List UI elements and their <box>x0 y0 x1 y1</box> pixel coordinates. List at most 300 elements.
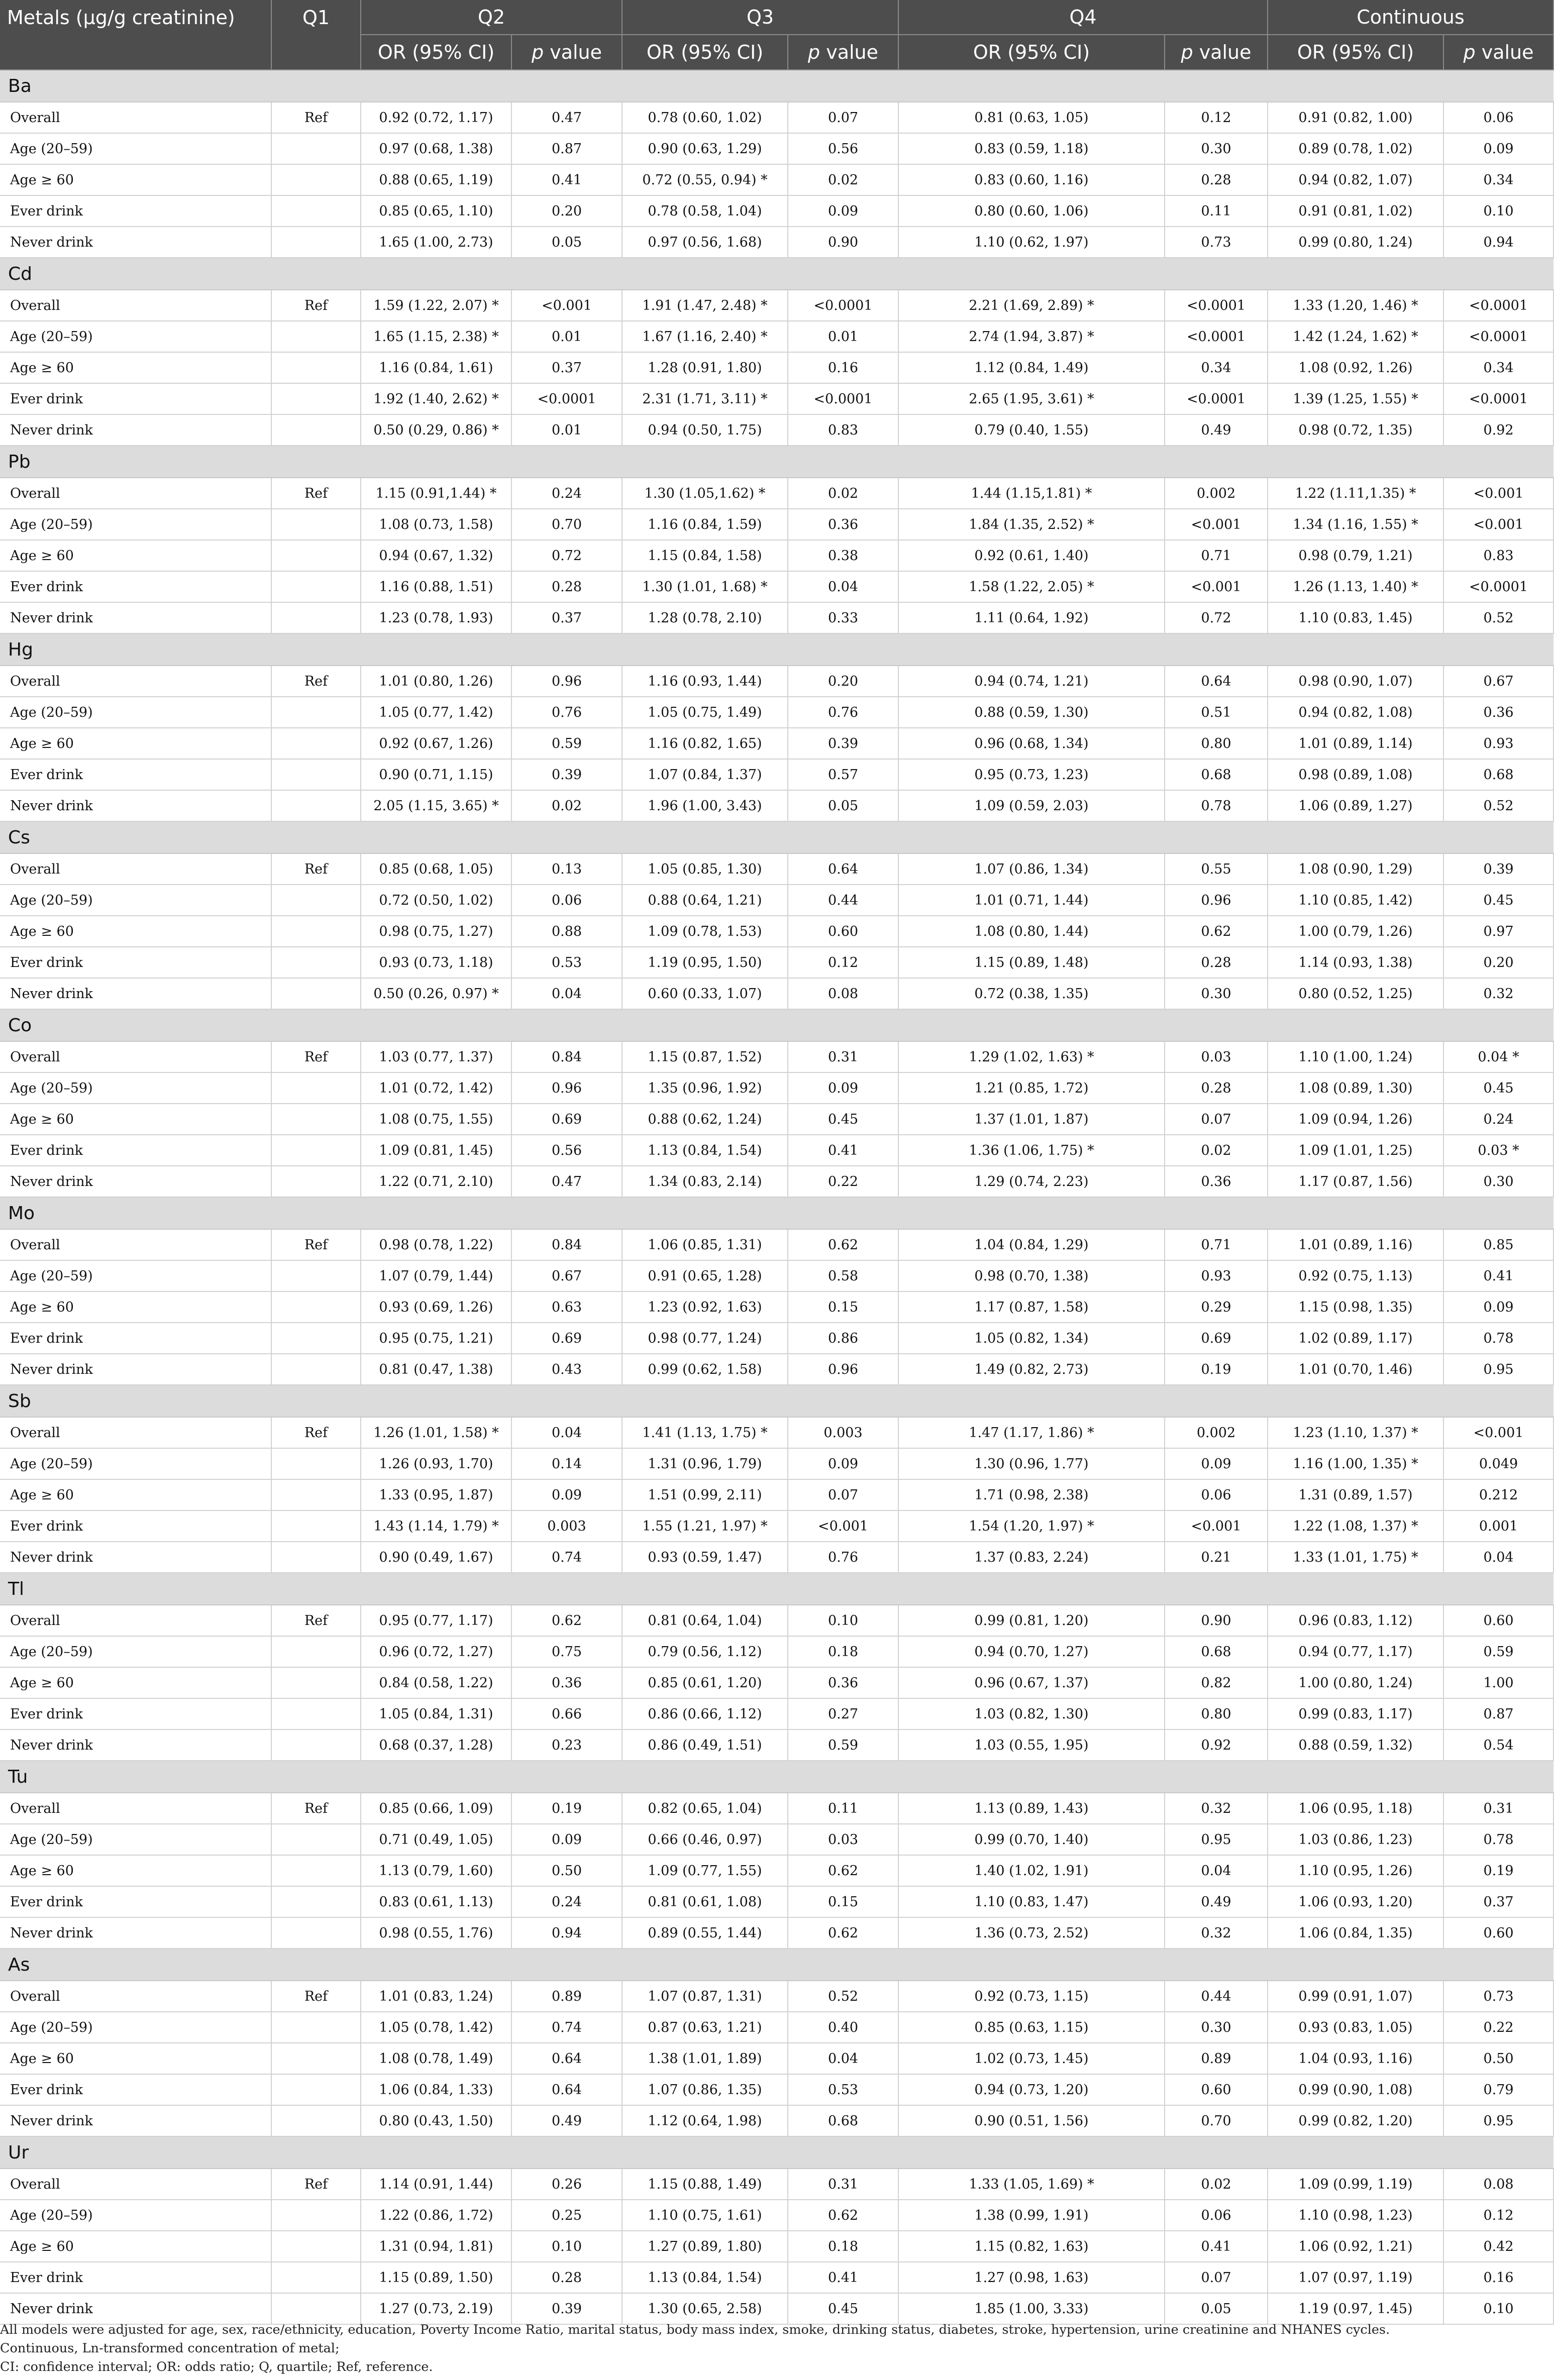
table-cell: 1.34 (0.83, 2.14) <box>622 1166 788 1197</box>
table-cell: 1.08 (0.73, 1.58) <box>361 509 511 540</box>
table-cell: 1.09 (1.01, 1.25) <box>1268 1135 1443 1166</box>
row-label: Never drink <box>0 414 271 446</box>
table-cell: 0.01 <box>511 414 622 446</box>
table-cell: 0.26 <box>511 2169 622 2200</box>
table-cell: 0.63 <box>511 1291 622 1323</box>
row-label: Ever drink <box>0 1698 271 1729</box>
table-cell: 0.92 (0.61, 1.40) <box>898 540 1165 571</box>
header-or: OR (95% CI) <box>361 35 511 70</box>
table-row <box>0 540 1553 571</box>
table-cell: 0.02 <box>788 164 898 195</box>
table-cell: 0.55 <box>1165 853 1268 885</box>
table-cell: 1.47 (1.17, 1.86) * <box>898 1417 1165 1448</box>
table-cell: 1.16 (0.93, 1.44) <box>622 666 788 697</box>
table-cell: 1.06 (0.89, 1.27) <box>1268 790 1443 821</box>
row-label: Age ≥ 60 <box>0 916 271 947</box>
table-cell: 1.09 (0.59, 2.03) <box>898 790 1165 821</box>
table-cell: 0.06 <box>1443 102 1553 133</box>
table-row <box>0 697 1553 728</box>
table-cell: 0.98 (0.79, 1.21) <box>1268 540 1443 571</box>
table-cell: 1.00 (0.79, 1.26) <box>1268 916 1443 947</box>
table-row <box>0 1072 1553 1104</box>
table-cell: 0.58 <box>788 1260 898 1291</box>
table-row <box>0 2043 1553 2074</box>
row-label: Ever drink <box>0 1323 271 1354</box>
table-cell: 0.79 <box>1443 2074 1553 2105</box>
table-cell: 1.28 (0.78, 2.10) <box>622 602 788 633</box>
table-header <box>0 0 1553 70</box>
table-cell: 0.21 <box>1165 1542 1268 1573</box>
table-cell: 0.78 (0.58, 1.04) <box>622 195 788 227</box>
table-cell: 0.98 (0.72, 1.35) <box>1268 414 1443 446</box>
table-cell: 0.79 (0.40, 1.55) <box>898 414 1165 446</box>
table-row <box>0 2074 1553 2105</box>
table-cell: 0.97 <box>1443 916 1553 947</box>
table-cell: 1.17 (0.87, 1.56) <box>1268 1166 1443 1197</box>
table-cell: 1.33 (1.20, 1.46) * <box>1268 290 1443 321</box>
table-cell: 0.19 <box>1165 1354 1268 1385</box>
table-cell: 0.09 <box>511 1824 622 1855</box>
table-cell <box>271 1135 361 1166</box>
metal-group-row <box>0 1197 1553 1229</box>
table-cell: 1.35 (0.96, 1.92) <box>622 1072 788 1104</box>
table-cell <box>271 759 361 790</box>
table-cell: 0.49 <box>1165 1886 1268 1917</box>
table-cell <box>271 1636 361 1667</box>
table-cell: 0.45 <box>788 2293 898 2324</box>
table-cell: 0.60 <box>788 916 898 947</box>
table-cell <box>271 1072 361 1104</box>
table-cell: 0.56 <box>511 1135 622 1166</box>
table-row <box>0 1605 1553 1636</box>
table-cell: 0.80 (0.52, 1.25) <box>1268 978 1443 1009</box>
table-cell: 0.50 <box>1443 2043 1553 2074</box>
header-q1: Q1 <box>271 0 361 35</box>
table-cell: 0.39 <box>788 728 898 759</box>
table-cell: 0.99 (0.90, 1.08) <box>1268 2074 1443 2105</box>
table-cell: 0.68 <box>788 2105 898 2136</box>
table-cell: 0.25 <box>511 2200 622 2231</box>
table-cell: 1.36 (1.06, 1.75) * <box>898 1135 1165 1166</box>
table-cell: 0.67 <box>1443 666 1553 697</box>
table-row <box>0 666 1553 697</box>
footnote-line: CI: confidence interval; OR: odds ratio; Q, quartile; Ref, reference. <box>0 2359 433 2374</box>
table-cell: 0.02 <box>788 478 898 509</box>
table-cell: 0.98 (0.90, 1.07) <box>1268 666 1443 697</box>
table-cell: 0.23 <box>511 1729 622 1761</box>
table-cell: 0.87 <box>1443 1698 1553 1729</box>
table-cell: 1.29 (0.74, 2.23) <box>898 1166 1165 1197</box>
table-cell: <0.001 <box>1443 509 1553 540</box>
table-cell: 0.34 <box>1443 164 1553 195</box>
table-cell: 0.24 <box>511 478 622 509</box>
table-cell: 1.31 (0.89, 1.57) <box>1268 1479 1443 1510</box>
row-label: Age (20–59) <box>0 509 271 540</box>
table-cell: 0.47 <box>511 102 622 133</box>
table-row <box>0 1729 1553 1761</box>
table-cell: <0.0001 <box>1443 290 1553 321</box>
table-cell: 1.65 (1.00, 2.73) <box>361 227 511 258</box>
table-cell: Ref <box>271 666 361 697</box>
table-cell: 0.76 <box>511 697 622 728</box>
row-label: Never drink <box>0 978 271 1009</box>
table-cell: 1.04 (0.93, 1.16) <box>1268 2043 1443 2074</box>
table-cell: 1.08 (0.90, 1.29) <box>1268 853 1443 885</box>
table-cell: 1.27 (0.98, 1.63) <box>898 2262 1165 2293</box>
table-cell: 1.96 (1.00, 3.43) <box>622 790 788 821</box>
metal-group-label: Pb <box>0 446 1553 478</box>
table-cell: 0.28 <box>511 2262 622 2293</box>
table-cell: 0.88 (0.64, 1.21) <box>622 885 788 916</box>
table-cell: 0.002 <box>1165 478 1268 509</box>
table-cell: 0.84 (0.58, 1.22) <box>361 1667 511 1698</box>
table-cell: 0.31 <box>788 1041 898 1072</box>
table-cell: 0.12 <box>1443 2200 1553 2231</box>
table-cell: 0.19 <box>511 1793 622 1824</box>
row-label: Never drink <box>0 1542 271 1573</box>
row-label: Age (20–59) <box>0 321 271 352</box>
table-cell: 0.95 (0.73, 1.23) <box>898 759 1165 790</box>
table-cell: 1.03 (0.86, 1.23) <box>1268 1824 1443 1855</box>
row-label: Age ≥ 60 <box>0 164 271 195</box>
table-cell: 1.22 (0.86, 1.72) <box>361 2200 511 2231</box>
metal-group-row <box>0 2136 1553 2169</box>
table-cell: 0.20 <box>511 195 622 227</box>
table-cell: 1.10 (0.75, 1.61) <box>622 2200 788 2231</box>
metal-group-row <box>0 821 1553 853</box>
table-cell: 0.89 <box>511 1981 622 2012</box>
row-label: Age ≥ 60 <box>0 2043 271 2074</box>
table-cell: 0.09 <box>1443 133 1553 164</box>
table-cell: <0.001 <box>1165 509 1268 540</box>
table-cell: 0.06 <box>1165 2200 1268 2231</box>
table-cell: <0.0001 <box>1165 383 1268 414</box>
row-label: Overall <box>0 478 271 509</box>
table-cell: 0.09 <box>1165 1448 1268 1479</box>
table-cell: 0.96 <box>511 666 622 697</box>
table-cell: 0.87 (0.63, 1.21) <box>622 2012 788 2043</box>
table-cell: 1.26 (1.13, 1.40) * <box>1268 571 1443 602</box>
table-cell: 0.31 <box>1443 1793 1553 1824</box>
table-cell: 0.27 <box>788 1698 898 1729</box>
table-cell: 0.45 <box>788 1104 898 1135</box>
table-cell: 1.05 (0.84, 1.31) <box>361 1698 511 1729</box>
table-cell: 0.72 <box>511 540 622 571</box>
table-cell: Ref <box>271 478 361 509</box>
table-cell: 1.04 (0.84, 1.29) <box>898 1229 1165 1260</box>
table-cell: 0.99 (0.82, 1.20) <box>1268 2105 1443 2136</box>
table-cell: 1.16 (1.00, 1.35) * <box>1268 1448 1443 1479</box>
table-cell: 1.34 (1.16, 1.55) * <box>1268 509 1443 540</box>
table-cell: <0.0001 <box>1443 321 1553 352</box>
table-row <box>0 1041 1553 1072</box>
table-cell: 0.02 <box>511 790 622 821</box>
table-cell: 0.92 <box>1443 414 1553 446</box>
table-cell: 0.22 <box>788 1166 898 1197</box>
table-row <box>0 1417 1553 1448</box>
table-cell: 1.08 (0.78, 1.49) <box>361 2043 511 2074</box>
table-cell: 0.72 (0.55, 0.94) * <box>622 164 788 195</box>
table-cell: 0.09 <box>511 1479 622 1510</box>
table-cell: 0.68 (0.37, 1.28) <box>361 1729 511 1761</box>
table-cell: 0.93 (0.73, 1.18) <box>361 947 511 978</box>
table-cell: 0.41 <box>788 1135 898 1166</box>
table-cell: 1.01 (0.70, 1.46) <box>1268 1354 1443 1385</box>
table-cell: 0.96 <box>788 1354 898 1385</box>
table-cell: 0.05 <box>1165 2293 1268 2324</box>
table-cell: 0.38 <box>788 540 898 571</box>
table-cell <box>271 1448 361 1479</box>
table-cell: 1.26 (0.93, 1.70) <box>361 1448 511 1479</box>
table-cell: 0.20 <box>1443 947 1553 978</box>
table-cell: 0.49 <box>511 2105 622 2136</box>
table-cell: 0.84 <box>511 1229 622 1260</box>
table-cell: 0.16 <box>788 352 898 383</box>
row-label: Age ≥ 60 <box>0 728 271 759</box>
table-cell: Ref <box>271 1605 361 1636</box>
table-cell: 0.83 (0.59, 1.18) <box>898 133 1165 164</box>
row-label: Overall <box>0 1981 271 2012</box>
table-cell: 0.44 <box>1165 1981 1268 2012</box>
table-cell: 0.64 <box>1165 666 1268 697</box>
table-cell: 0.89 (0.55, 1.44) <box>622 1917 788 1949</box>
table-cell: 0.94 (0.73, 1.20) <box>898 2074 1165 2105</box>
table-cell: 0.03 <box>1165 1041 1268 1072</box>
table-cell: 0.32 <box>1443 978 1553 1009</box>
table-cell: 0.80 <box>1165 728 1268 759</box>
table-cell: <0.0001 <box>511 383 622 414</box>
table-cell: 0.69 <box>1165 1323 1268 1354</box>
table-cell <box>271 1291 361 1323</box>
table-cell: 1.08 (0.75, 1.55) <box>361 1104 511 1135</box>
table-cell: 1.01 (0.89, 1.16) <box>1268 1229 1443 1260</box>
header-q2: Q2 <box>361 0 622 35</box>
table-cell: 1.37 (1.01, 1.87) <box>898 1104 1165 1135</box>
table-row <box>0 1824 1553 1855</box>
table-cell: 1.36 (0.73, 2.52) <box>898 1917 1165 1949</box>
table-cell: <0.001 <box>511 290 622 321</box>
table-cell <box>271 1260 361 1291</box>
table-cell: 0.36 <box>511 1667 622 1698</box>
table-row <box>0 1636 1553 1667</box>
table-cell: 0.90 (0.71, 1.15) <box>361 759 511 790</box>
table-cell: <0.001 <box>1443 478 1553 509</box>
table-row <box>0 195 1553 227</box>
header-q1-sub <box>271 35 361 70</box>
table-cell: 0.43 <box>511 1354 622 1385</box>
table-cell: 0.39 <box>511 759 622 790</box>
table-cell: 1.08 (0.92, 1.26) <box>1268 352 1443 383</box>
table-cell: 0.45 <box>1443 885 1553 916</box>
metal-group-label: Tu <box>0 1761 1553 1793</box>
table-cell: 0.06 <box>1165 1479 1268 1510</box>
table-cell: 1.19 (0.97, 1.45) <box>1268 2293 1443 2324</box>
table-cell: 0.64 <box>511 2043 622 2074</box>
table-cell: 0.54 <box>1443 1729 1553 1761</box>
table-cell: 1.14 (0.93, 1.38) <box>1268 947 1443 978</box>
table-cell: 0.51 <box>1165 697 1268 728</box>
table-cell: 0.98 (0.89, 1.08) <box>1268 759 1443 790</box>
table-cell: 1.05 (0.78, 1.42) <box>361 2012 511 2043</box>
table-cell <box>271 885 361 916</box>
table-cell <box>271 133 361 164</box>
footnote-line: All models were adjusted for age, sex, race/ethnicity, education, Poverty Income Ratio, marital status, body mass index, smoke, drinking status, diabetes, stroke, hypertension, urine creatinine and NHANES cycles. Continuous, Ln-transformed concentration of metal; <box>0 2322 1390 2356</box>
table-cell <box>271 2231 361 2262</box>
table-cell: 0.12 <box>788 947 898 978</box>
table-cell <box>271 1824 361 1855</box>
table-cell: 1.15 (0.98, 1.35) <box>1268 1291 1443 1323</box>
table-cell: 0.40 <box>788 2012 898 2043</box>
table-row <box>0 2169 1553 2200</box>
row-label: Ever drink <box>0 571 271 602</box>
table-cell: 0.83 (0.60, 1.16) <box>898 164 1165 195</box>
table-cell: 0.04 <box>788 571 898 602</box>
table-row <box>0 1981 1553 2012</box>
table-row <box>0 2012 1553 2043</box>
table-cell: 1.02 (0.73, 1.45) <box>898 2043 1165 2074</box>
table-cell: 0.74 <box>511 1542 622 1573</box>
table-cell: 1.07 (0.87, 1.31) <box>622 1981 788 2012</box>
table-row <box>0 1510 1553 1542</box>
table-cell: 0.24 <box>1443 1104 1553 1135</box>
table-cell: 0.94 (0.70, 1.27) <box>898 1636 1165 1667</box>
table-cell: 0.88 (0.59, 1.32) <box>1268 1729 1443 1761</box>
table-cell: 0.81 (0.47, 1.38) <box>361 1354 511 1385</box>
table-cell: 0.52 <box>1443 602 1553 633</box>
table-cell <box>271 1542 361 1573</box>
table-cell: 0.89 (0.78, 1.02) <box>1268 133 1443 164</box>
table-cell <box>271 2105 361 2136</box>
metal-group-row <box>0 1009 1553 1041</box>
table-cell: 1.51 (0.99, 2.11) <box>622 1479 788 1510</box>
table-cell: 0.85 (0.61, 1.20) <box>622 1667 788 1698</box>
table-cell: 0.11 <box>788 1793 898 1824</box>
table-cell: 0.02 <box>1165 1135 1268 1166</box>
table-cell: 0.03 * <box>1443 1135 1553 1166</box>
table-cell: 0.04 <box>1443 1542 1553 1573</box>
table-cell: 0.41 <box>788 2262 898 2293</box>
table-cell: 0.72 <box>1165 602 1268 633</box>
table-row <box>0 1260 1553 1291</box>
table-cell: 1.09 (0.81, 1.45) <box>361 1135 511 1166</box>
table-cell: 0.67 <box>511 1260 622 1291</box>
table-cell: <0.0001 <box>1165 290 1268 321</box>
table-cell: 0.50 (0.29, 0.86) * <box>361 414 511 446</box>
header-metals-sub <box>0 35 271 70</box>
row-label: Overall <box>0 1417 271 1448</box>
table-cell: 0.92 <box>1165 1729 1268 1761</box>
row-label: Age (20–59) <box>0 697 271 728</box>
table-cell: 0.32 <box>1165 1917 1268 1949</box>
table-cell: 1.06 (0.92, 1.21) <box>1268 2231 1443 2262</box>
row-label: Overall <box>0 1229 271 1260</box>
row-label: Age (20–59) <box>0 1636 271 1667</box>
table-cell: 1.09 (0.99, 1.19) <box>1268 2169 1443 2200</box>
row-label: Age ≥ 60 <box>0 540 271 571</box>
row-label: Overall <box>0 1793 271 1824</box>
table-cell: 1.07 (0.79, 1.44) <box>361 1260 511 1291</box>
table-row <box>0 102 1553 133</box>
table-cell: 0.68 <box>1165 759 1268 790</box>
table-cell: 1.03 (0.77, 1.37) <box>361 1041 511 1072</box>
row-label: Age (20–59) <box>0 2200 271 2231</box>
table-cell: 0.50 <box>511 1855 622 1886</box>
metal-group-row <box>0 258 1553 290</box>
table-cell: 0.72 (0.38, 1.35) <box>898 978 1165 1009</box>
table-cell: 1.14 (0.91, 1.44) <box>361 2169 511 2200</box>
header-or: OR (95% CI) <box>622 35 788 70</box>
header-p-value: p value <box>788 35 898 70</box>
table-row <box>0 790 1553 821</box>
table-cell: 0.83 (0.61, 1.13) <box>361 1886 511 1917</box>
table-cell: 0.16 <box>1443 2262 1553 2293</box>
table-cell: 1.65 (1.15, 2.38) * <box>361 321 511 352</box>
table-row <box>0 759 1553 790</box>
table-cell: 0.79 (0.56, 1.12) <box>622 1636 788 1667</box>
table-cell: 0.01 <box>511 321 622 352</box>
table-row <box>0 885 1553 916</box>
row-label: Overall <box>0 853 271 885</box>
table-cell: 0.30 <box>1165 978 1268 1009</box>
table-row <box>0 1323 1553 1354</box>
table-cell: <0.001 <box>788 1510 898 1542</box>
header-q3: Q3 <box>622 0 898 35</box>
table-cell: 1.42 (1.24, 1.62) * <box>1268 321 1443 352</box>
table-cell: 1.00 (0.80, 1.24) <box>1268 1667 1443 1698</box>
table-cell: 0.05 <box>511 227 622 258</box>
table-cell <box>271 1698 361 1729</box>
table-cell <box>271 195 361 227</box>
table-cell: 0.30 <box>1165 2012 1268 2043</box>
row-label: Overall <box>0 1041 271 1072</box>
table-cell: 0.08 <box>1443 2169 1553 2200</box>
table-cell: 0.94 (0.77, 1.17) <box>1268 1636 1443 1667</box>
table-cell: 0.75 <box>511 1636 622 1667</box>
table-cell <box>271 2074 361 2105</box>
table-cell: 1.09 (0.94, 1.26) <box>1268 1104 1443 1135</box>
metal-group-row <box>0 1573 1553 1605</box>
table-cell: 0.15 <box>788 1886 898 1917</box>
table-body <box>0 70 1553 2324</box>
table-cell: 0.09 <box>788 1072 898 1104</box>
table-cell: 0.95 <box>1165 1824 1268 1855</box>
table-cell: 0.85 (0.68, 1.05) <box>361 853 511 885</box>
table-cell: 0.09 <box>1443 1291 1553 1323</box>
row-label: Ever drink <box>0 1510 271 1542</box>
table-row <box>0 1166 1553 1197</box>
table-cell: <0.001 <box>1443 1417 1553 1448</box>
metal-group-row <box>0 446 1553 478</box>
row-label: Ever drink <box>0 1135 271 1166</box>
table-cell: 1.06 (0.93, 1.20) <box>1268 1886 1443 1917</box>
table-cell: 1.08 (0.89, 1.30) <box>1268 1072 1443 1104</box>
table-cell: 1.12 (0.84, 1.49) <box>898 352 1165 383</box>
metal-group-row <box>0 1761 1553 1793</box>
table-cell: 2.21 (1.69, 2.89) * <box>898 290 1165 321</box>
table-cell: 0.59 <box>788 1729 898 1761</box>
table-cell: 0.64 <box>788 853 898 885</box>
header-p-value: p value <box>1165 35 1268 70</box>
table-cell: 0.10 <box>1443 2293 1553 2324</box>
table-cell: 0.04 <box>511 1417 622 1448</box>
table-cell: 0.003 <box>511 1510 622 1542</box>
row-label: Age (20–59) <box>0 1824 271 1855</box>
table-cell: 0.62 <box>788 1855 898 1886</box>
table-cell <box>271 1354 361 1385</box>
table-cell: 0.60 (0.33, 1.07) <box>622 978 788 1009</box>
table-cell <box>271 728 361 759</box>
table-cell: 0.30 <box>1165 133 1268 164</box>
